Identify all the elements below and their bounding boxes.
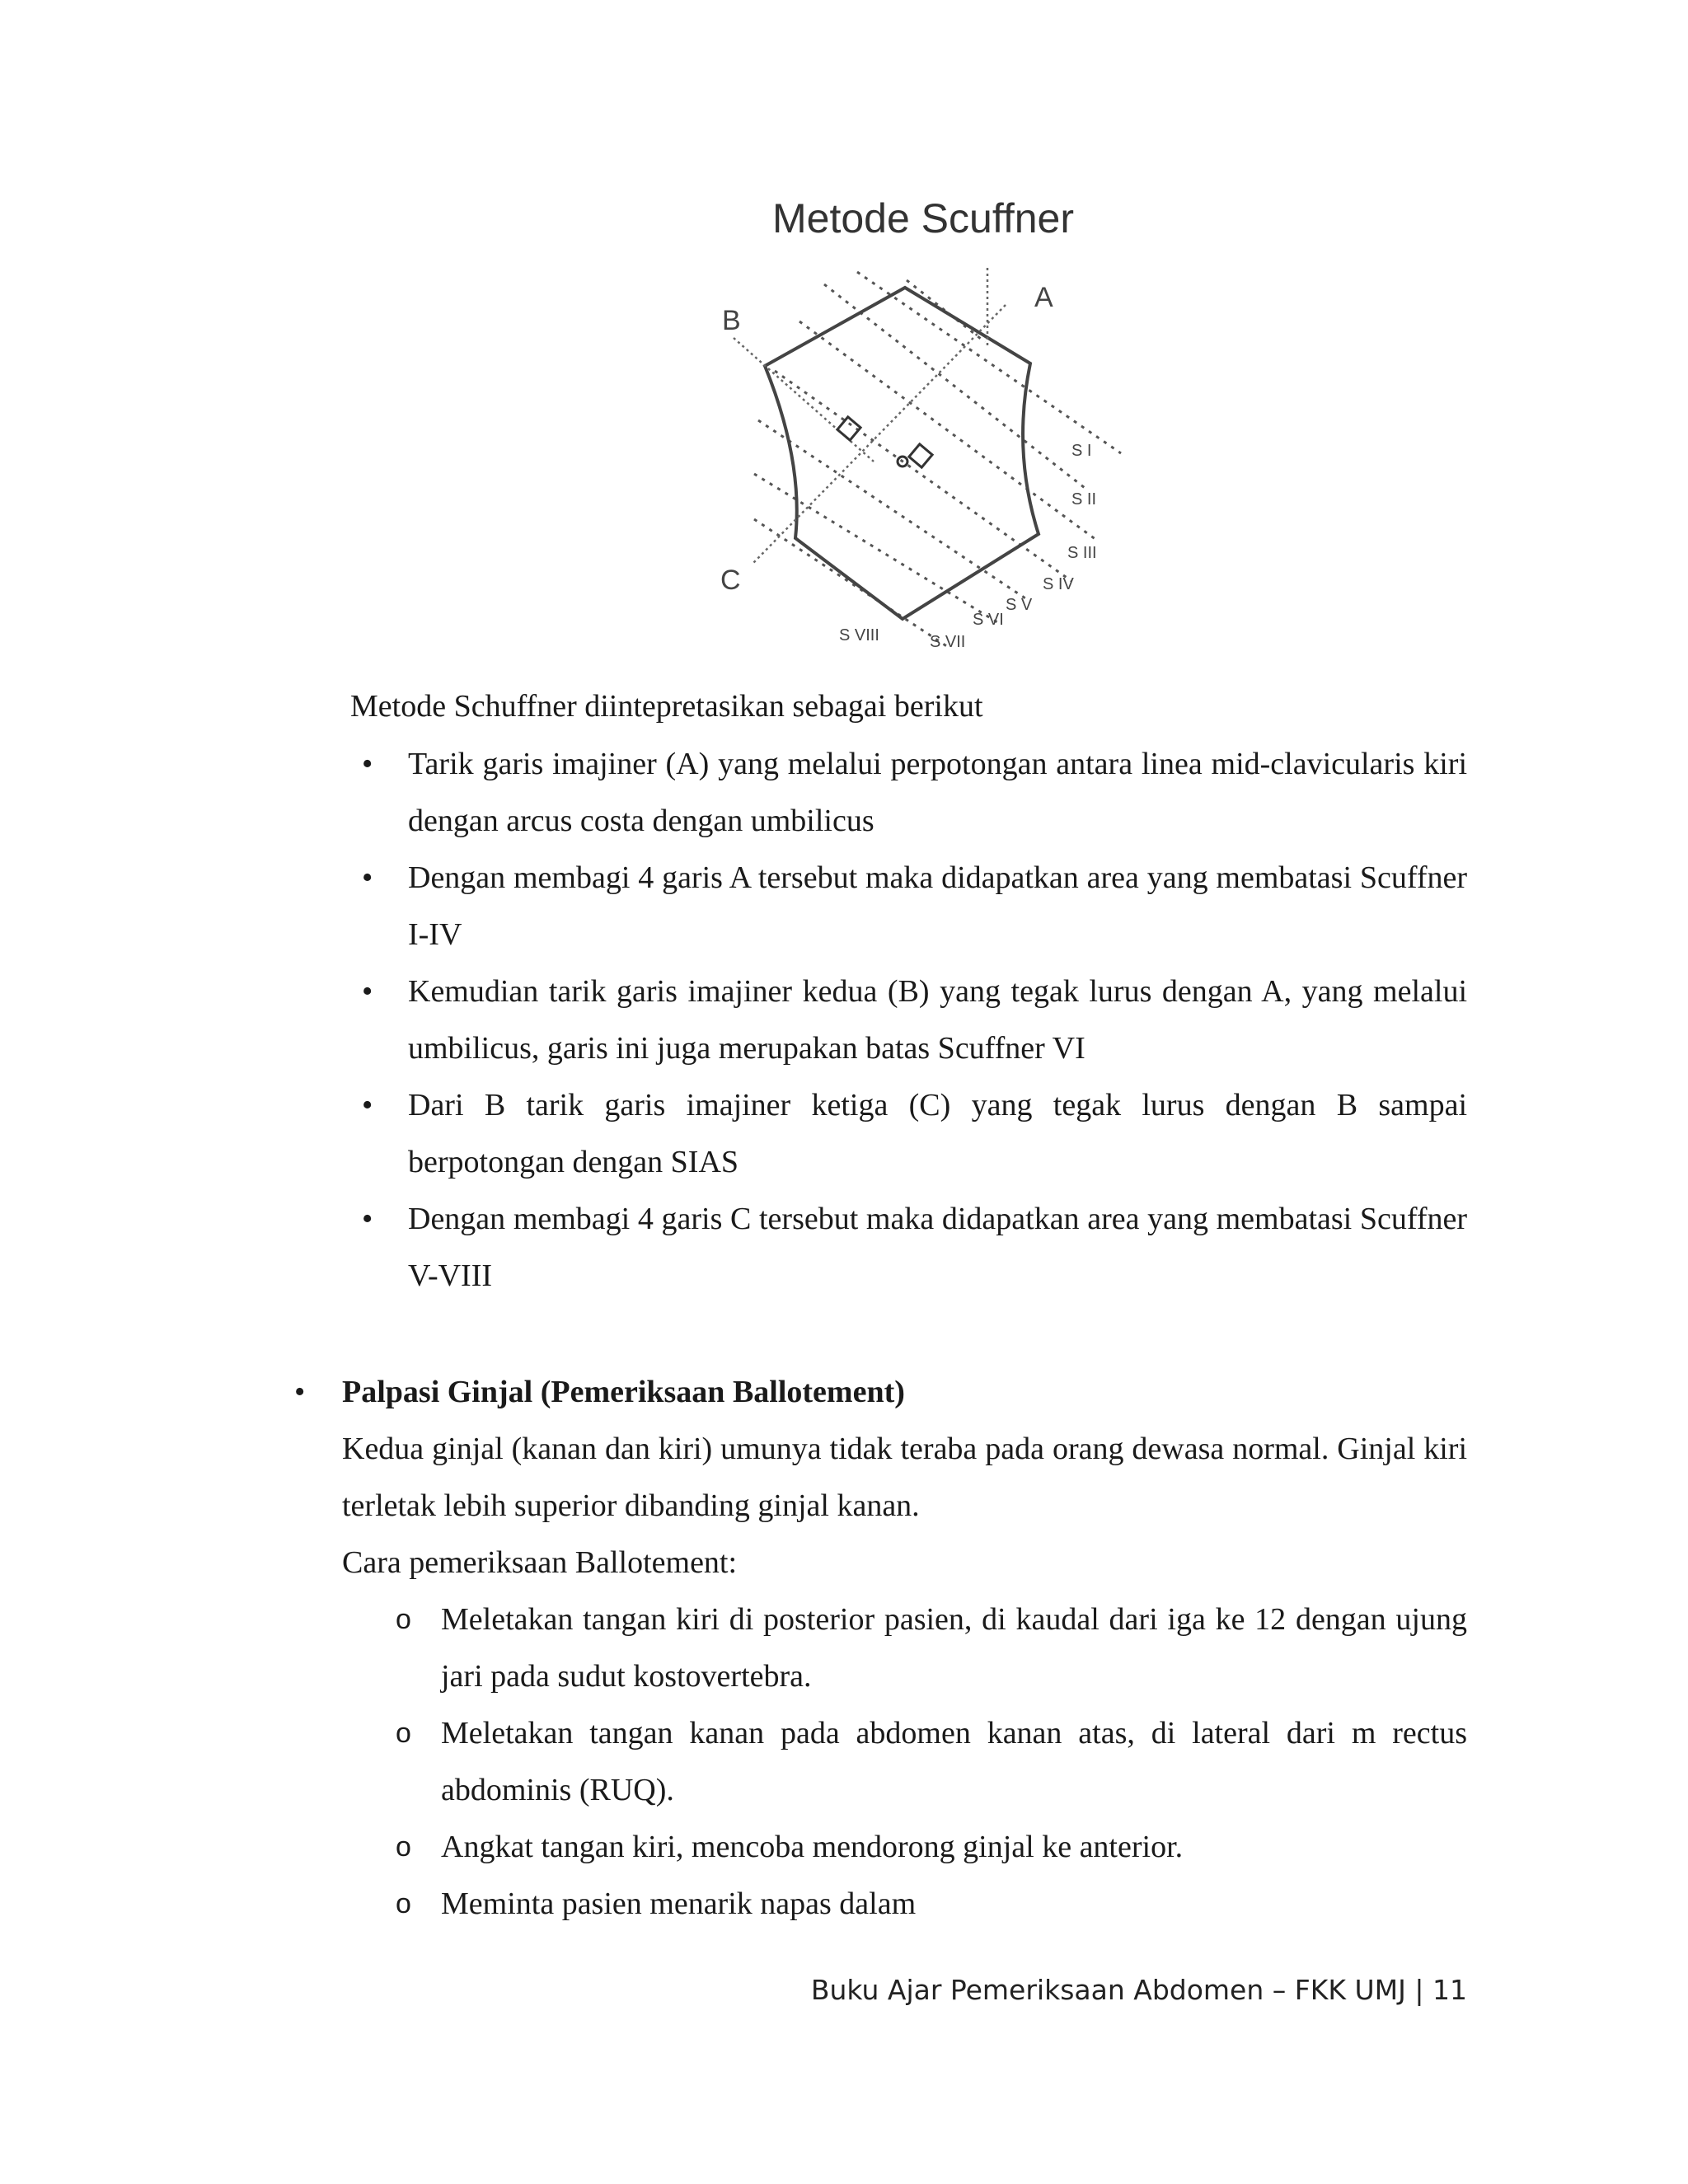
- footer-separator: |: [1414, 1974, 1424, 2006]
- bullet-icon: •: [362, 1202, 373, 1236]
- bullet-icon: •: [362, 1088, 373, 1122]
- method-label: Cara pemeriksaan Ballotement:: [342, 1545, 738, 1580]
- list-item: [396, 1819, 1467, 1876]
- line-a: [753, 305, 1006, 563]
- list-item: [362, 850, 1467, 963]
- palpasi-section: [294, 1364, 1467, 1933]
- page-footer: [811, 1974, 1467, 2006]
- region-line-3: [799, 321, 1096, 540]
- region-line-2: [824, 284, 1088, 490]
- diagram-title: Metode Scuffner: [772, 195, 1074, 241]
- region-label-s8: S VIII: [839, 626, 879, 644]
- list-item: [362, 1191, 1467, 1305]
- list-item: [396, 1876, 1467, 1933]
- region-label-s2: S II: [1071, 490, 1097, 509]
- section-heading: Palpasi Ginjal (Pemeriksaan Ballotement): [342, 1375, 905, 1409]
- schuffner-intro: Metode Schuffner diintepretasikan sebagai berikut: [350, 689, 983, 724]
- circle-bullet-icon: o: [396, 1604, 411, 1635]
- right-angle-marker-2: [909, 444, 932, 467]
- scuffner-svg: [717, 190, 1129, 676]
- list-item-text: Dengan membagi 4 garis C tersebut maka didapatkan area yang membatasi Scuffner V-VIII: [408, 1202, 1467, 1293]
- footer-text: Buku Ajar Pemeriksaan Abdomen – FKK UMJ: [810, 1974, 1406, 2006]
- region-label-s6: S VI: [973, 611, 1004, 629]
- page-number: 11: [1432, 1974, 1467, 2006]
- label-b: B: [722, 305, 741, 336]
- region-label-s3: S III: [1067, 544, 1097, 562]
- line-b: [734, 338, 874, 462]
- list-item-text: Dengan membagi 4 garis A tersebut maka didapatkan area yang membatasi Scuffner I-IV: [408, 860, 1467, 952]
- bullet-icon: •: [362, 747, 373, 781]
- list-item: [396, 1705, 1467, 1819]
- section-paragraph: Kedua ginjal (kanan dan kiri) umunya tidak teraba pada orang dewasa normal. Ginjal kiri terletak lebih superior dibanding ginjal kanan.: [342, 1432, 1467, 1523]
- list-item-text: Angkat tangan kiri, mencoba mendorong ginjal ke anterior.: [441, 1830, 1184, 1864]
- abdomen-outline: [765, 288, 1039, 619]
- region-label-s1: S I: [1071, 442, 1092, 460]
- list-item-text: Meletakan tangan kiri di posterior pasien, di kaudal dari iga ke 12 dengan ujung jari pada sudut kostovertebra.: [441, 1602, 1467, 1694]
- list-item: [362, 963, 1467, 1077]
- circle-bullet-icon: o: [396, 1831, 411, 1863]
- circle-bullet-icon: o: [396, 1718, 411, 1749]
- list-item-text: Kemudian tarik garis imajiner kedua (B) yang tegak lurus dengan A, yang melalui umbilicus, garis ini juga merupakan batas Scuffner VI: [408, 974, 1467, 1066]
- list-item: [362, 1077, 1467, 1191]
- scuffner-diagram: [717, 190, 1129, 676]
- list-item-text: Meletakan tangan kanan pada abdomen kanan atas, di lateral dari m rectus abdominis (RUQ).: [441, 1716, 1467, 1807]
- schuffner-bullet-list: [362, 736, 1467, 1305]
- list-item: [396, 1591, 1467, 1705]
- label-c: C: [720, 565, 741, 596]
- region-line-5: [758, 420, 1030, 602]
- bullet-icon: •: [294, 1375, 306, 1409]
- imaginary-lines: [734, 268, 1006, 563]
- region-line-1: [857, 272, 1121, 453]
- label-a: A: [1034, 282, 1053, 313]
- list-item: [362, 736, 1467, 850]
- region-label-s5: S V: [1006, 596, 1033, 614]
- bullet-icon: •: [362, 860, 373, 895]
- list-item-text: Tarik garis imajiner (A) yang melalui perpotongan antara linea mid-clavicularis kiri dengan arcus costa dengan umbilicus: [408, 747, 1467, 838]
- circle-bullet-icon: o: [396, 1888, 411, 1919]
- region-label-s4: S IV: [1043, 575, 1074, 593]
- list-item-text: Meminta pasien menarik napas dalam: [441, 1886, 917, 1921]
- list-item-text: Dari B tarik garis imajiner ketiga (C) yang tegak lurus dengan B sampai berpotongan dengan SIAS: [408, 1088, 1467, 1179]
- region-label-s7: S VII: [930, 633, 966, 651]
- bullet-icon: •: [362, 974, 373, 1009]
- ballotement-steps: [396, 1591, 1467, 1933]
